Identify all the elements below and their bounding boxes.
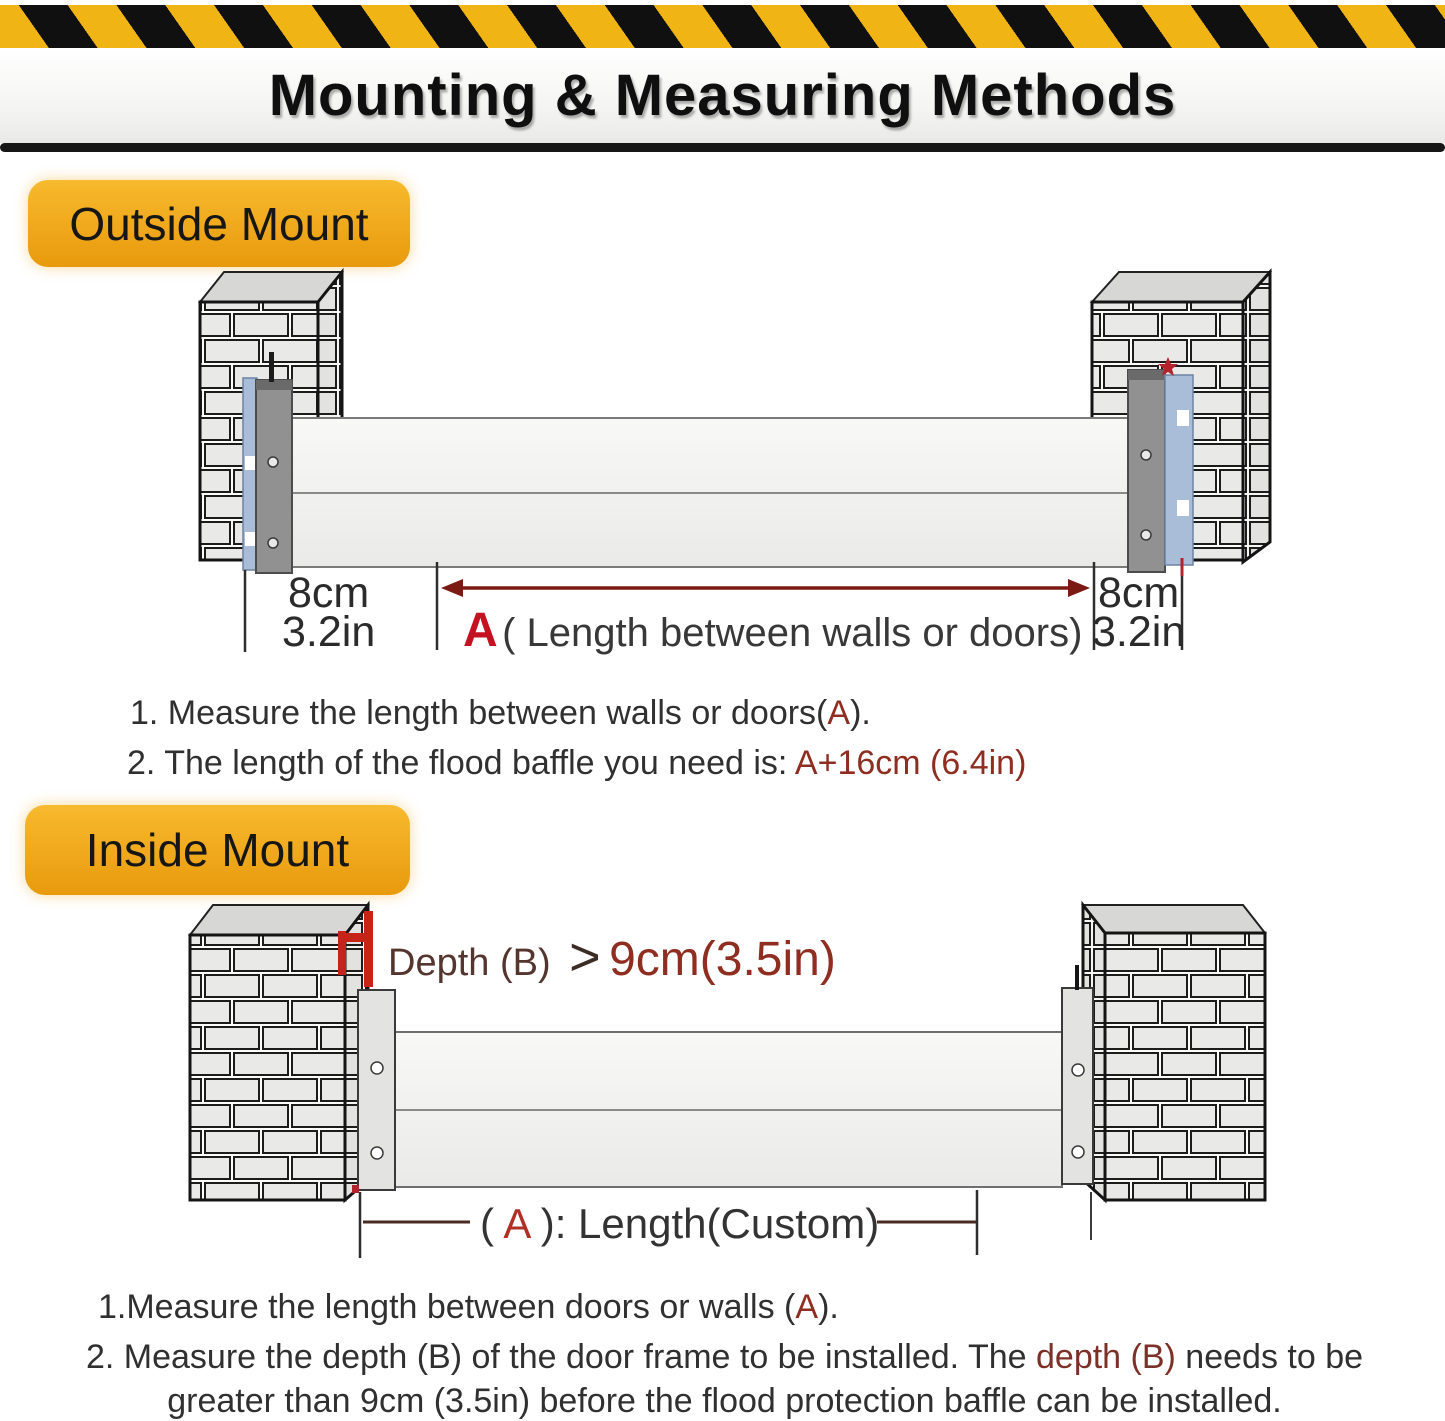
step-text: 2. Measure the depth (B) of the door frame to be installed. The <box>85 1338 1036 1376</box>
dim-right-cm-label: 8cm <box>1098 569 1180 617</box>
dimension-outside <box>245 558 1185 657</box>
outside-mount-diagram <box>0 260 1445 692</box>
step-highlight: depth (B) <box>1036 1338 1176 1376</box>
step-text: 1. Measure the length between walls or doors( <box>130 694 828 732</box>
gasket-highlight <box>1177 410 1189 426</box>
flood-barrier <box>395 1032 1062 1187</box>
outside-step-2 <box>127 742 1026 786</box>
dim-left-cm-label: 8cm <box>288 569 370 617</box>
arrowhead-left <box>441 579 463 597</box>
anchor-bolt <box>1075 965 1079 990</box>
gasket-strip-right <box>1165 375 1193 565</box>
outside-mount-badge <box>28 180 410 267</box>
outside-step-1 <box>130 692 871 736</box>
title-underline <box>0 143 1445 152</box>
screw-hole <box>1072 1064 1084 1076</box>
span-length-label <box>463 604 1082 657</box>
pillar-front-face <box>190 935 345 1200</box>
step-text: 1.Measure the length between doors or walls ( <box>98 1288 796 1326</box>
inside-right-pillar <box>1083 905 1265 1200</box>
arrowhead-right <box>1068 579 1090 597</box>
dim-left-in-label: 3.2in <box>282 608 376 656</box>
step-highlight: A <box>795 1288 819 1326</box>
flood-barrier <box>292 418 1128 567</box>
pillar-side-face <box>1243 272 1270 562</box>
greater-than-sign: > <box>569 927 601 987</box>
pillar-top-face <box>1092 272 1270 302</box>
span-label-text: ( Length between walls or doors) <box>502 611 1083 655</box>
screw-hole <box>371 1147 383 1159</box>
step-text: 2. The length of the flood baffle you need is: <box>127 744 795 782</box>
gasket-highlight <box>245 532 255 546</box>
hazard-stripe-banner <box>0 5 1445 48</box>
depth-label-text: Depth (B) <box>388 942 551 984</box>
screw-hole <box>1141 530 1151 540</box>
screw-hole <box>268 457 278 467</box>
title-band <box>0 48 1445 143</box>
gasket-highlight <box>1177 500 1189 516</box>
length-custom-label <box>480 1200 879 1247</box>
gasket-highlight <box>245 456 255 470</box>
inside-mount-badge <box>25 805 410 895</box>
length-label-rest: ): Length(Custom) <box>540 1200 880 1247</box>
depth-value: 9cm(3.5in) <box>609 933 836 986</box>
inside-step-2 <box>82 1336 1367 1421</box>
length-label-a: A <box>503 1200 530 1247</box>
pillar-front-face <box>1105 933 1265 1200</box>
mounting-channel-left <box>256 352 292 573</box>
screw-hole <box>1072 1146 1084 1158</box>
mounting-channel-left <box>352 990 395 1193</box>
screw-hole <box>268 538 278 548</box>
step-text: needs to be greater than 9cm (3.5in) before the flood protection baffle can be installed. <box>167 1338 1364 1420</box>
pillar-top-face <box>1083 905 1265 933</box>
span-label-a: A <box>463 604 498 657</box>
length-label-open: ( <box>480 1200 494 1247</box>
screw-hole <box>1141 450 1151 460</box>
depth-label <box>388 927 836 987</box>
red-tick <box>352 1185 359 1193</box>
step-text: ). <box>818 1288 839 1326</box>
mounting-channel-right <box>1128 370 1165 572</box>
anchor-bolt <box>269 352 274 382</box>
step-text: ). <box>850 694 871 732</box>
step-highlight: A+16cm (6.4in) <box>794 744 1027 782</box>
pillar-top-face <box>190 905 368 935</box>
inside-mount-diagram <box>0 895 1445 1270</box>
mounting-channel-right <box>1062 965 1093 1184</box>
page-title: Mounting & Measuring Methods <box>268 63 1177 128</box>
inside-step-1 <box>98 1286 839 1330</box>
step-highlight: A <box>827 694 851 732</box>
dim-right-in-label: 3.2in <box>1092 608 1186 656</box>
outside-mount-badge-label: Outside Mount <box>69 197 369 250</box>
screw-hole <box>371 1062 383 1074</box>
inside-mount-badge-label: Inside Mount <box>85 824 350 876</box>
dimension-inside <box>360 1190 1091 1258</box>
